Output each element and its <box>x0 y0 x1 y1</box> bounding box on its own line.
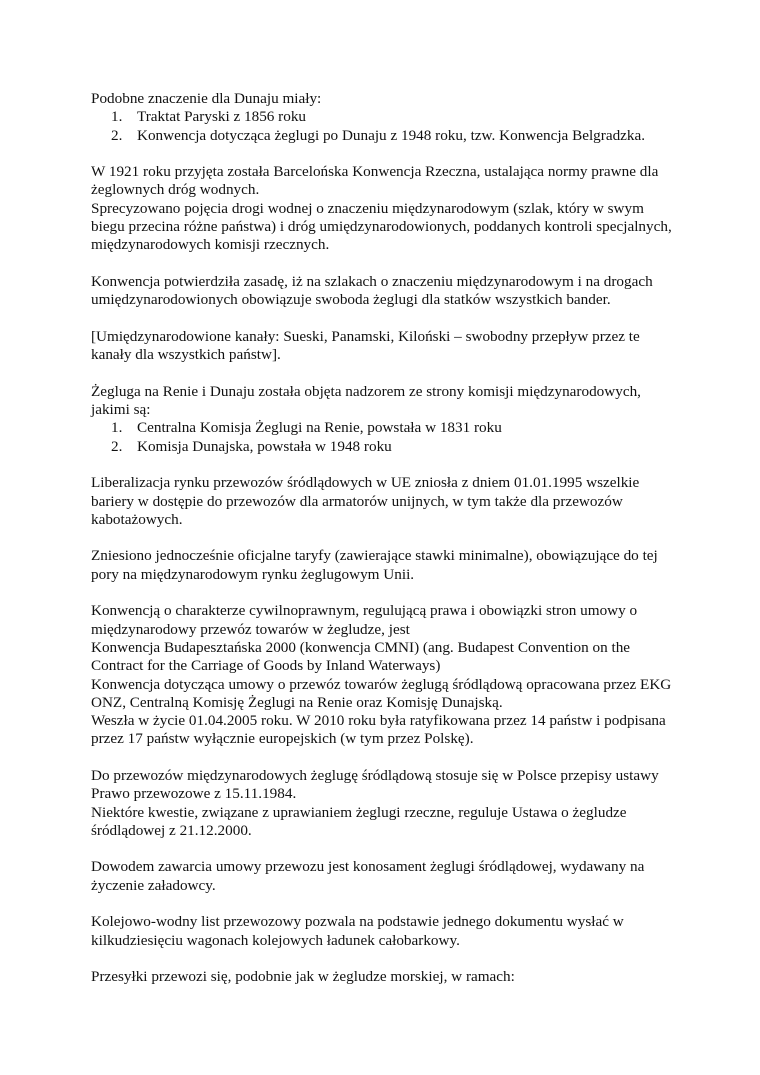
list-item-text: Komisja Dunajska, powstała w 1948 roku <box>137 437 392 455</box>
list-item <box>91 419 681 437</box>
paragraph-kanaly: [Umiędzynarodowione kanały: Sueski, Panamski, Kiloński – swobodny przepływ przez te kanały dla wszystkich państw]. <box>91 327 640 364</box>
paragraph-taryfy: Zniesiono jednocześnie oficjalne taryfy (zawierające stawki minimalne), obowiązujące do tej pory na międzynarodowym rynku żeglugowym Unii. <box>91 547 658 583</box>
danube-treaties-list <box>91 108 681 145</box>
paragraph-zasada: Konwencja potwierdziła zasadę, iż na szlakach o znaczeniu międzynarodowym i na drogach umiędzynarodowionych obowiązuje swoboda żeglugi dla statków wszystkich bander. <box>91 272 653 309</box>
paragraph-prawo-2: Niektóre kwestie, związane z uprawianiem żeglugi rzeczne, reguluje Ustawa o żegludze śródlądowej z 21.12.2000. <box>91 803 627 839</box>
paragraph-cmni-1: Konwencją o charakterze cywilnoprawnym, regulującą prawa i obowiązki stron umowy o międzynarodowy przewóz towarów w żegludze, jest <box>91 602 638 638</box>
paragraph-barcelona-1: W 1921 roku przyjęta została Barcelońska Konwencja Rzeczna, ustalająca normy prawne dla żeglownych dróg wodnych. <box>91 163 659 199</box>
paragraph-konosament: Dowodem zawarcia umowy przewozu jest konosament żeglugi śródlądowej, wydawany na życzenie załadowcy. <box>91 858 645 894</box>
paragraph-nadzor: Żegluga na Renie i Dunaju została objęta nadzorem ze strony komisji międzynarodowych, jakimi są: <box>91 382 641 419</box>
paragraph-liberalizacja: Liberalizacja rynku przewozów śródlądowych w UE zniosła z dniem 01.01.1995 wszelkie bariery w dostępie do przewozów dla armatorów unijnych, w tym także dla przewozów kabotażowych. <box>91 474 640 528</box>
list-item <box>91 438 681 456</box>
list-number: 2. <box>111 126 123 144</box>
paragraph-kolejowo: Kolejowo-wodny list przewozowy pozwala na podstawie jednego dokumentu wysłać w kilkudziesięciu wagonach kolejowych ładunek całobarkowy. <box>91 913 624 949</box>
list-item-text: Konwencja dotycząca żeglugi po Dunaju z 1948 roku, tzw. Konwencja Belgradzka. <box>137 126 646 144</box>
list-number: 1. <box>111 419 123 437</box>
commissions-list <box>91 419 681 456</box>
list-item-text: Traktat Paryski z 1856 roku <box>137 108 307 126</box>
paragraph-cmni-3: Konwencja dotycząca umowy o przewóz towarów żeglugą śródlądową opracowana przez EKG ONZ, Centralną Komisję Żeglugi na Renie oraz Komisję Dunajską. <box>91 675 672 711</box>
list-number: 2. <box>111 437 123 455</box>
intro-heading: Podobne znaczenie dla Dunaju miały: <box>91 90 322 107</box>
paragraph-przesylki: Przesyłki przewozi się, podobnie jak w żegludze morskiej, w ramach: <box>91 968 515 986</box>
list-item-text: Centralna Komisja Żeglugi na Renie, powstała w 1831 roku <box>137 419 502 437</box>
paragraph-prawo-1: Do przewozów międzynarodowych żeglugę śródlądową stosuje się w Polsce przepisy ustawy Prawo przewozowe z 15.11.1984. <box>91 766 659 803</box>
paragraph-cmni-2: Konwencja Budapesztańska 2000 (konwencja CMNI) (ang. Budapest Convention on the Contract for the Carriage of Goods by Inland Waterways) <box>91 638 631 675</box>
list-item <box>91 127 681 145</box>
paragraph-cmni-4: Weszła w życie 01.04.2005 roku. W 2010 roku była ratyfikowana przez 14 państw i podpisana przez 17 państw wyłącznie europejskich (w tym przez Polskę). <box>91 712 666 748</box>
list-item <box>91 108 681 126</box>
paragraph-barcelona-2: Sprecyzowano pojęcia drogi wodnej o znaczeniu międzynarodowym (szlak, który w swym biegu przecina różne państwa) i dróg umiędzynarodowionych, poddanych kontroli specjalnych, międzynarodowych komisji rzecznych. <box>91 199 672 254</box>
list-number: 1. <box>111 108 123 126</box>
document-page <box>91 90 681 1005</box>
